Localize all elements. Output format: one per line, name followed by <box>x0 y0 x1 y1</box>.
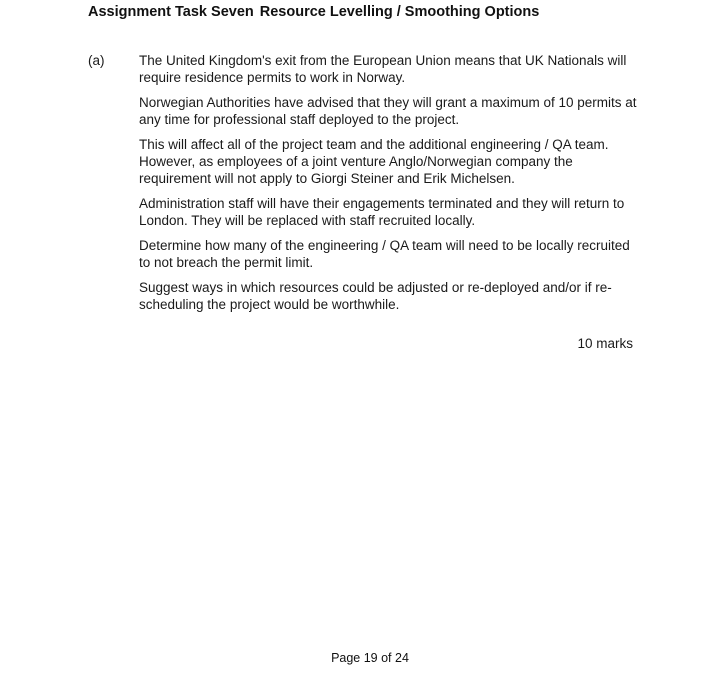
task-title: Assignment Task Seven <box>88 4 254 20</box>
paragraph-suggest: Suggest ways in which resources could be adjusted or re-deployed and/or if re-scheduling the project would be worthwhile. <box>139 280 612 312</box>
paragraph-admin-staff: Administration staff will have their engagements terminated and they will return to London. They will be replaced with staff recruited locally. <box>139 196 625 228</box>
page-number: Page 19 of 24 <box>331 651 409 665</box>
paragraph-team-effect: This will affect all of the project team and the additional engineering / QA team. However, as employees of a joint venture Anglo/Norwegian company the requirement will not apply to Giorgi Steiner and Erik Michelsen. <box>139 137 609 186</box>
page-heading <box>88 4 539 20</box>
question-label: (a) <box>88 53 105 68</box>
paragraph-brexit: The United Kingdom's exit from the European Union means that UK Nationals will require residence permits to work in Norway. <box>139 53 627 85</box>
marks-value: 10 marks <box>577 336 633 351</box>
paragraph-permits: Norwegian Authorities have advised that they will grant a maximum of 10 permits at any time for professional staff deployed to the project. <box>139 95 637 127</box>
paragraph-determine: Determine how many of the engineering / QA team will need to be locally recruited to not breach the permit limit. <box>139 238 630 270</box>
section-title: Resource Levelling / Smoothing Options <box>259 4 540 20</box>
question-body <box>139 52 639 321</box>
